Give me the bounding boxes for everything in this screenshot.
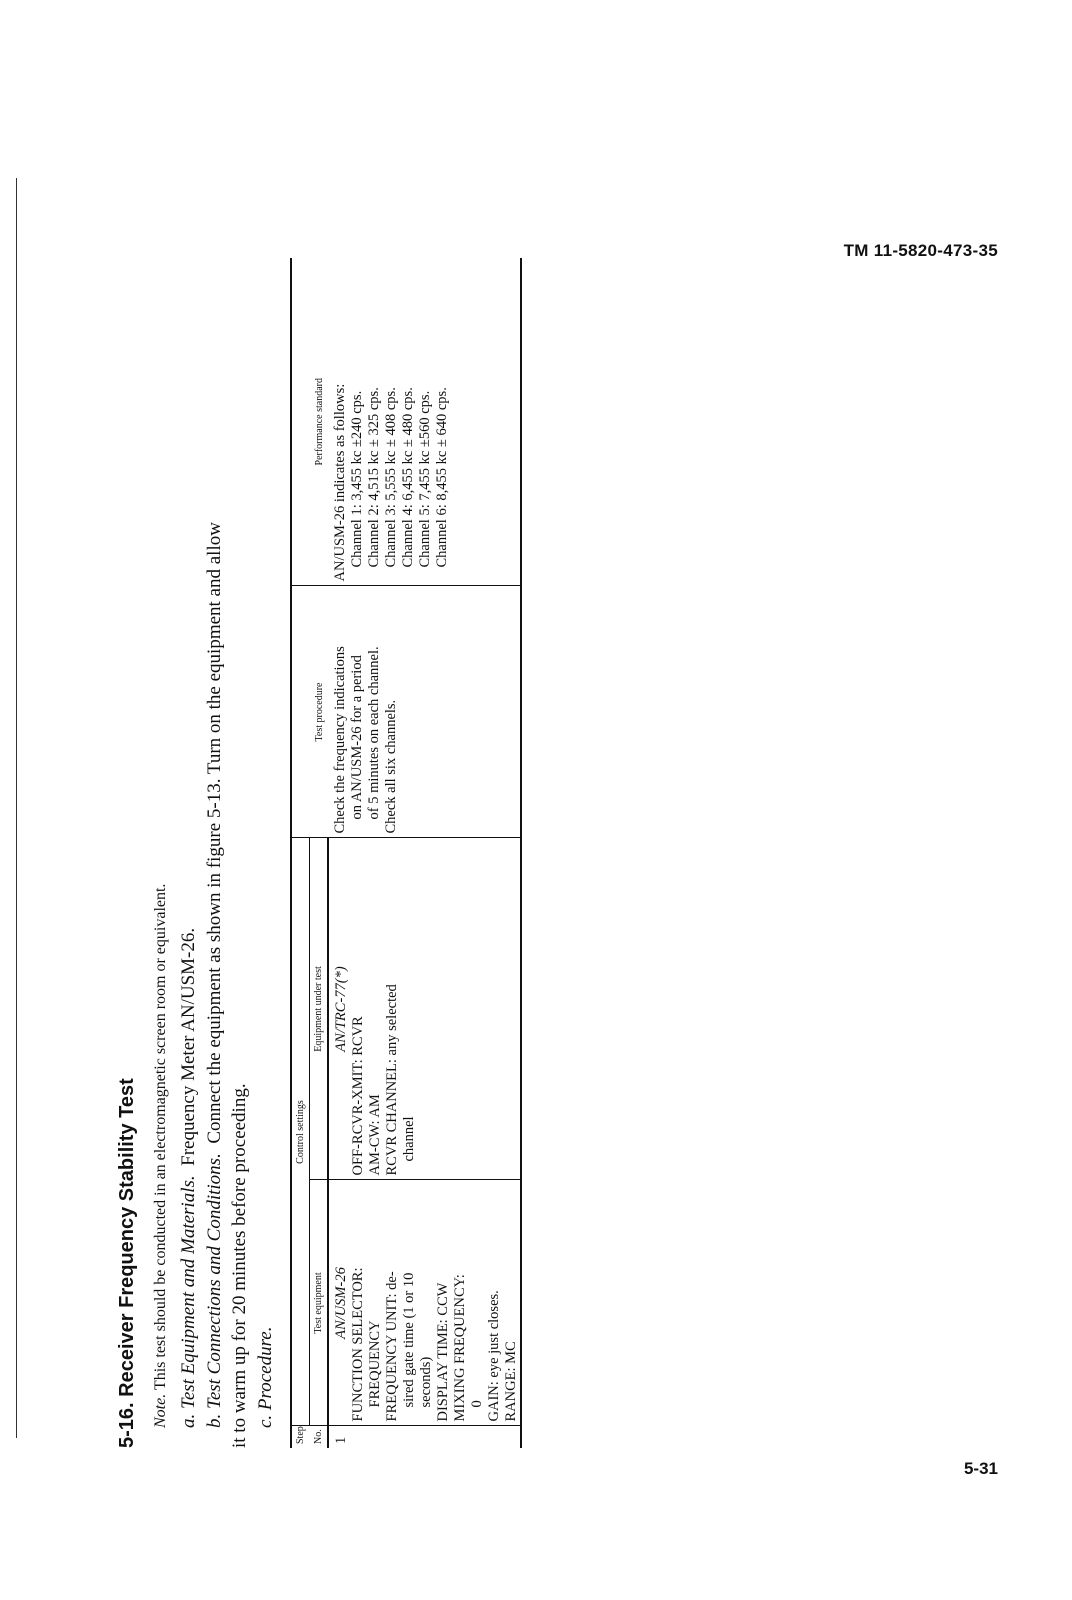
- procedure-line: on AN/USM-26 for a period: [349, 655, 365, 820]
- te-line: FREQUENCY UNIT: de-: [384, 1271, 400, 1422]
- test-equipment-header: Test equipment: [310, 1180, 329, 1426]
- eut-line: RCVR CHANNEL: any selected: [384, 984, 400, 1176]
- standard-line: Channel 6: 8,455 kc ± 640 cps.: [434, 387, 450, 568]
- eut-line: channel: [401, 1116, 417, 1162]
- procedure-line: Check all six channels.: [383, 699, 399, 834]
- te-line: RANGE: MC: [503, 1341, 519, 1422]
- item-b-text: Connect the equipment as shown in figure 5-13. Turn on the equipment and allow: [204, 522, 225, 1144]
- performance-standard-cell: [328, 258, 521, 586]
- standard-line: Channel 2: 4,515 kc ± 325 cps.: [366, 387, 382, 568]
- te-line: MIXING FREQUENCY:: [452, 1274, 468, 1422]
- note-text: This test should be conducted in an electromagnetic screen room or equivalent.: [152, 883, 169, 1391]
- te-line: GAIN: eye just closes.: [486, 1290, 502, 1422]
- eut-title: AN/TRC-77(*): [333, 966, 349, 1052]
- te-line: seconds): [418, 1356, 434, 1408]
- standard-line: AN/USM-26 indicates as follows:: [332, 383, 348, 582]
- te-line: 0: [469, 1400, 485, 1408]
- item-b-continuation: it to warm up for 20 minutes before proceeding.: [229, 1083, 250, 1448]
- equipment-under-test-cell: [328, 838, 521, 1180]
- procedure-line: Check the frequency indications: [332, 646, 348, 834]
- step-number: 1: [328, 1426, 521, 1448]
- eut-line: OFF-RCVR-XMIT: RCVR: [350, 1016, 366, 1176]
- document-id: TM 11-5820-473-35: [843, 241, 998, 260]
- step-header: Step: [291, 1426, 310, 1448]
- rotated-page-content: [116, 258, 556, 1448]
- item-a-line: [178, 928, 200, 1428]
- section-title: 5-16. Receiver Frequency Stability Test: [116, 1078, 138, 1448]
- item-b-label: b. Test Connections and Conditions.: [204, 1153, 225, 1428]
- no-header: No.: [310, 1426, 329, 1448]
- standard-line: Channel 1: 3,455 kc ±240 cps.: [349, 390, 365, 568]
- test-equipment-title: AN/USM-26: [333, 1267, 349, 1339]
- page-number: 5-31: [963, 1459, 998, 1478]
- item-b-line: [204, 522, 226, 1428]
- test-equipment-cell: [328, 1180, 521, 1426]
- equipment-under-test-header: Equipment under test: [310, 838, 329, 1180]
- te-line: FREQUENCY: [367, 1320, 383, 1408]
- test-procedure-header: Test procedure: [291, 586, 328, 838]
- control-settings-header: Control settings: [291, 838, 310, 1426]
- note-line: [152, 884, 170, 1428]
- performance-standard-header: Performance standard: [291, 258, 328, 586]
- test-procedure-cell: [328, 586, 521, 838]
- te-line: sired gate time (1 or 10: [401, 1272, 417, 1408]
- te-line: DISPLAY TIME: CCW: [435, 1282, 451, 1422]
- procedure-table: [290, 258, 522, 1448]
- eut-line: AM-CW: AM: [367, 1094, 383, 1176]
- standard-line: Channel 4: 6,455 kc ± 480 cps.: [400, 387, 416, 568]
- item-a-text: Frequency Meter AN/USM-26.: [178, 927, 199, 1166]
- table-row: [328, 258, 521, 1448]
- standard-line: Channel 5: 7,455 kc ±560 cps.: [417, 390, 433, 568]
- item-c-line: [255, 1327, 277, 1428]
- te-line: FUNCTION SELECTOR:: [350, 1267, 366, 1422]
- left-margin-rule: [16, 178, 17, 1438]
- note-label: Note.: [152, 1393, 169, 1428]
- item-c-label: c. Procedure.: [255, 1326, 276, 1428]
- standard-line: Channel 3: 5,555 kc ± 408 cps.: [383, 387, 399, 568]
- item-a-label: a. Test Equipment and Materials.: [178, 1175, 199, 1428]
- procedure-line: of 5 minutes on each channel.: [366, 646, 382, 820]
